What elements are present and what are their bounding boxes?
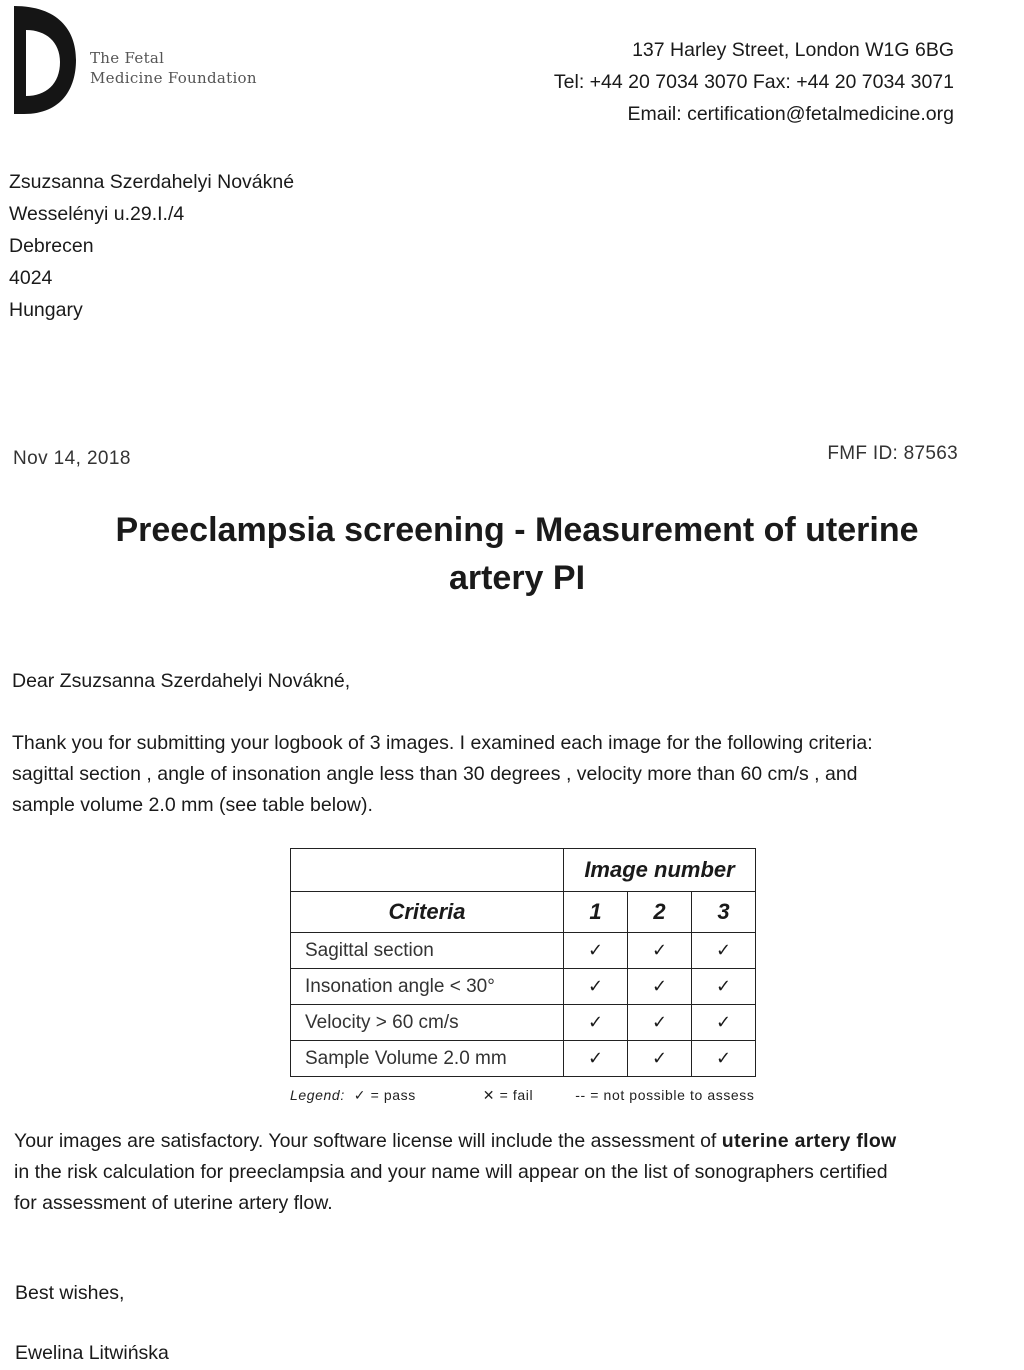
result-cell: ✓ (692, 933, 756, 969)
recipient-postcode: 4024 (9, 267, 53, 289)
legend-fail: ✕ = fail (482, 1087, 534, 1103)
table-subheader-row (291, 892, 756, 933)
table-header-row (291, 849, 756, 892)
recipient-country: Hungary (9, 299, 83, 321)
result-cell: ✓ (564, 1041, 628, 1077)
intro-paragraph (12, 728, 1012, 821)
closing-line-1-bold: uterine artery flow (721, 1130, 897, 1152)
closing-line-1 (14, 1126, 1019, 1157)
recipient-street: Wesselényi u.29.I./4 (9, 203, 185, 225)
criteria-label: Insonation angle < 30° (291, 969, 564, 1005)
logo-wordmark (90, 48, 257, 88)
result-cell: ✓ (692, 969, 756, 1005)
closing-line-3: for assessment of uterine artery flow. (14, 1192, 333, 1214)
result-cell: ✓ (628, 969, 692, 1005)
org-address-block (554, 34, 954, 130)
fmf-id: FMF ID: 87563 (827, 443, 958, 464)
closing-line-2: in the risk calculation for preeclampsia and your name will appear on the list of sonographers certified (14, 1161, 888, 1183)
result-cell: ✓ (628, 1005, 692, 1041)
result-cell: ✓ (628, 933, 692, 969)
fmf-logo-icon (12, 4, 78, 116)
org-email: Email: certification@fetalmedicine.org (627, 103, 954, 125)
table-row (291, 933, 756, 969)
org-street: 137 Harley Street, London W1G 6BG (632, 39, 954, 61)
intro-line-3: sample volume 2.0 mm (see table below). (12, 794, 373, 816)
org-tel-fax: Tel: +44 20 7034 3070 Fax: +44 20 7034 3071 (553, 71, 954, 93)
criteria-table (290, 848, 756, 1077)
table-row (291, 969, 756, 1005)
table-row (291, 1041, 756, 1077)
recipient-address-block (9, 166, 294, 326)
image-number-1: 1 (564, 892, 628, 933)
criteria-label: Sagittal section (291, 933, 564, 969)
intro-line-1: Thank you for submitting your logbook of 3 images. I examined each image for the following criteria: (12, 732, 873, 754)
table-row (291, 1005, 756, 1041)
criteria-label: Velocity > 60 cm/s (291, 1005, 564, 1041)
letter-title (20, 506, 1014, 602)
criteria-header: Criteria (291, 892, 564, 933)
image-number-3: 3 (692, 892, 756, 933)
result-cell: ✓ (628, 1041, 692, 1077)
letter-date: Nov 14, 2018 (13, 448, 131, 469)
image-number-header: Image number (564, 849, 756, 892)
salutation: Dear Zsuzsanna Szerdahelyi Novákné, (12, 670, 351, 692)
logo-line-2: Medicine Foundation (90, 69, 257, 87)
recipient-city: Debrecen (9, 235, 94, 257)
closing-line-1-text: Your images are satisfactory. Your software license will include the assessment of (14, 1130, 722, 1152)
legend-prefix: Legend: (290, 1087, 345, 1103)
legend-pass: ✓ = pass (353, 1087, 416, 1103)
logo-line-1: The Fetal (90, 49, 165, 67)
intro-line-2: sagittal section , angle of insonation angle less than 30 degrees , velocity more than 60 cm/s , and (12, 763, 858, 785)
result-cell: ✓ (692, 1041, 756, 1077)
image-number-2: 2 (628, 892, 692, 933)
recipient-name: Zsuzsanna Szerdahelyi Novákné (9, 171, 295, 193)
result-cell: ✓ (692, 1005, 756, 1041)
legend-na: -- = not possible to assess (575, 1087, 755, 1103)
result-cell: ✓ (564, 1005, 628, 1041)
table-corner-cell (291, 849, 564, 892)
closing-paragraph (14, 1126, 1019, 1219)
signoff: Best wishes, (15, 1282, 125, 1304)
result-cell: ✓ (564, 969, 628, 1005)
result-cell: ✓ (564, 933, 628, 969)
table-legend (290, 1087, 755, 1104)
signer-name: Ewelina Litwińska (15, 1342, 169, 1364)
title-line-2: artery PI (448, 559, 586, 597)
title-line-1: Preeclampsia screening - Measurement of uterine (115, 511, 919, 549)
criteria-label: Sample Volume 2.0 mm (291, 1041, 564, 1077)
